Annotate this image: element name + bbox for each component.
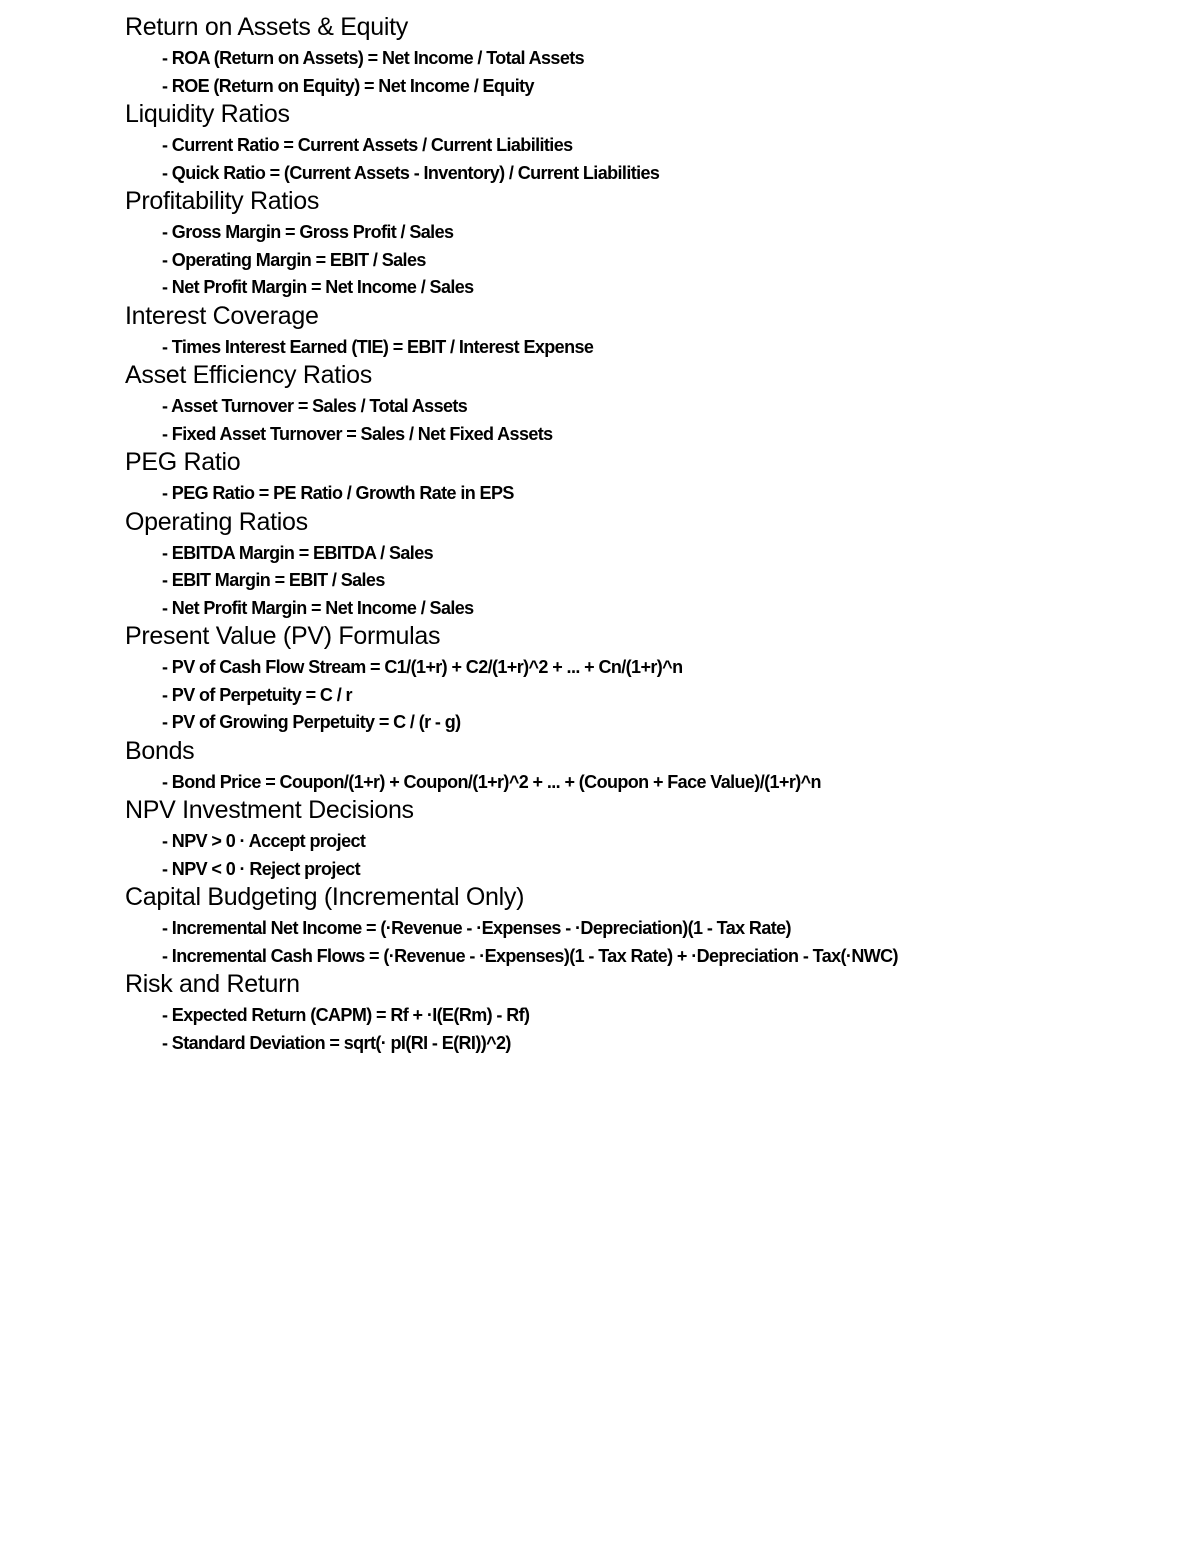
formula-list — [125, 132, 1185, 187]
formula-list — [125, 540, 1185, 623]
section-liquidity-ratios — [125, 100, 1185, 187]
section-heading: Return on Assets & Equity — [125, 13, 408, 41]
formula-item: - Asset Turnover = Sales / Total Assets — [162, 396, 468, 416]
section-present-value-formulas — [125, 622, 1185, 737]
section-return-on-assets-equity — [125, 13, 1185, 100]
section-heading: Profitability Ratios — [125, 187, 320, 215]
section-heading: Interest Coverage — [125, 301, 319, 330]
formula-item: - Gross Margin = Gross Profit / Sales — [162, 222, 454, 242]
formula-item: - PV of Cash Flow Stream = C1/(1+r) + C2/(1+r)^2 + ... + Cn/(1+r)^n — [162, 657, 683, 677]
formula-list — [125, 1002, 1185, 1057]
section-operating-ratios — [125, 508, 1185, 623]
formula-item: - Current Ratio = Current Assets / Current Liabilities — [162, 135, 573, 155]
section-heading: Risk and Return — [125, 970, 300, 998]
formula-list — [125, 654, 1185, 737]
formula-item: - NPV < 0 · Reject project — [162, 858, 360, 879]
section-capital-budgeting — [125, 883, 1185, 970]
formula-item: - ROA (Return on Assets) = Net Income / Total Assets — [162, 48, 585, 68]
formula-item: - Incremental Net Income = (·Revenue - ·Expenses - ·Depreciation)(1 - Tax Rate) — [162, 918, 791, 938]
formula-item: - Quick Ratio = (Current Assets - Inventory) / Current Liabilities — [162, 162, 660, 183]
formula-item: - EBIT Margin = EBIT / Sales — [162, 570, 385, 590]
formula-item: - ROE (Return on Equity) = Net Income / Equity — [162, 75, 534, 96]
section-npv-investment-decisions — [125, 796, 1185, 883]
formula-list — [125, 393, 1185, 448]
section-heading: Bonds — [125, 736, 195, 765]
section-heading: Asset Efficiency Ratios — [125, 361, 372, 389]
section-heading: Capital Budgeting (Incremental Only) — [125, 883, 525, 911]
section-asset-efficiency-ratios — [125, 361, 1185, 448]
formula-list — [125, 45, 1185, 100]
section-heading: NPV Investment Decisions — [125, 796, 414, 824]
section-risk-and-return — [125, 970, 1185, 1057]
section-peg-ratio — [125, 448, 1185, 508]
formula-item: - EBITDA Margin = EBITDA / Sales — [162, 542, 434, 563]
formula-item: - Incremental Cash Flows = (·Revenue - ·Expenses)(1 - Tax Rate) + ·Depreciation - Tax(·NWC) — [162, 945, 898, 966]
formula-list — [125, 828, 1185, 883]
section-heading: PEG Ratio — [125, 448, 241, 476]
section-heading: Liquidity Ratios — [125, 100, 290, 128]
formula-list — [125, 334, 1185, 362]
formula-list — [125, 769, 1185, 797]
formula-list — [125, 219, 1185, 302]
formula-list — [125, 915, 1185, 970]
formula-list — [125, 480, 1185, 508]
formula-item: - Bond Price = Coupon/(1+r) + Coupon/(1+r)^2 + ... + (Coupon + Face Value)/(1+r)^n — [162, 771, 821, 792]
formula-item: - Standard Deviation = sqrt(· pI(RI - E(RI))^2) — [162, 1032, 511, 1053]
formula-item: - Net Profit Margin = Net Income / Sales — [162, 597, 474, 618]
formula-item: - NPV > 0 · Accept project — [162, 831, 366, 851]
section-bonds — [125, 737, 1185, 797]
formula-sheet — [125, 13, 1185, 1057]
section-interest-coverage — [125, 302, 1185, 362]
section-profitability-ratios — [125, 187, 1185, 302]
formula-item: - PEG Ratio = PE Ratio / Growth Rate in EPS — [162, 483, 514, 503]
formula-item: - Expected Return (CAPM) = Rf + ·I(E(Rm) - Rf) — [162, 1005, 530, 1025]
section-heading: Present Value (PV) Formulas — [125, 622, 441, 650]
formula-item: - Fixed Asset Turnover = Sales / Net Fixed Assets — [162, 423, 553, 444]
formula-item: - PV of Perpetuity = C / r — [162, 684, 352, 705]
section-heading: Operating Ratios — [125, 507, 308, 536]
formula-item: - Times Interest Earned (TIE) = EBIT / Interest Expense — [162, 336, 594, 357]
formula-item: - PV of Growing Perpetuity = C / (r - g) — [162, 712, 461, 732]
formula-item: - Operating Margin = EBIT / Sales — [162, 249, 426, 270]
formula-item: - Net Profit Margin = Net Income / Sales — [162, 277, 474, 297]
